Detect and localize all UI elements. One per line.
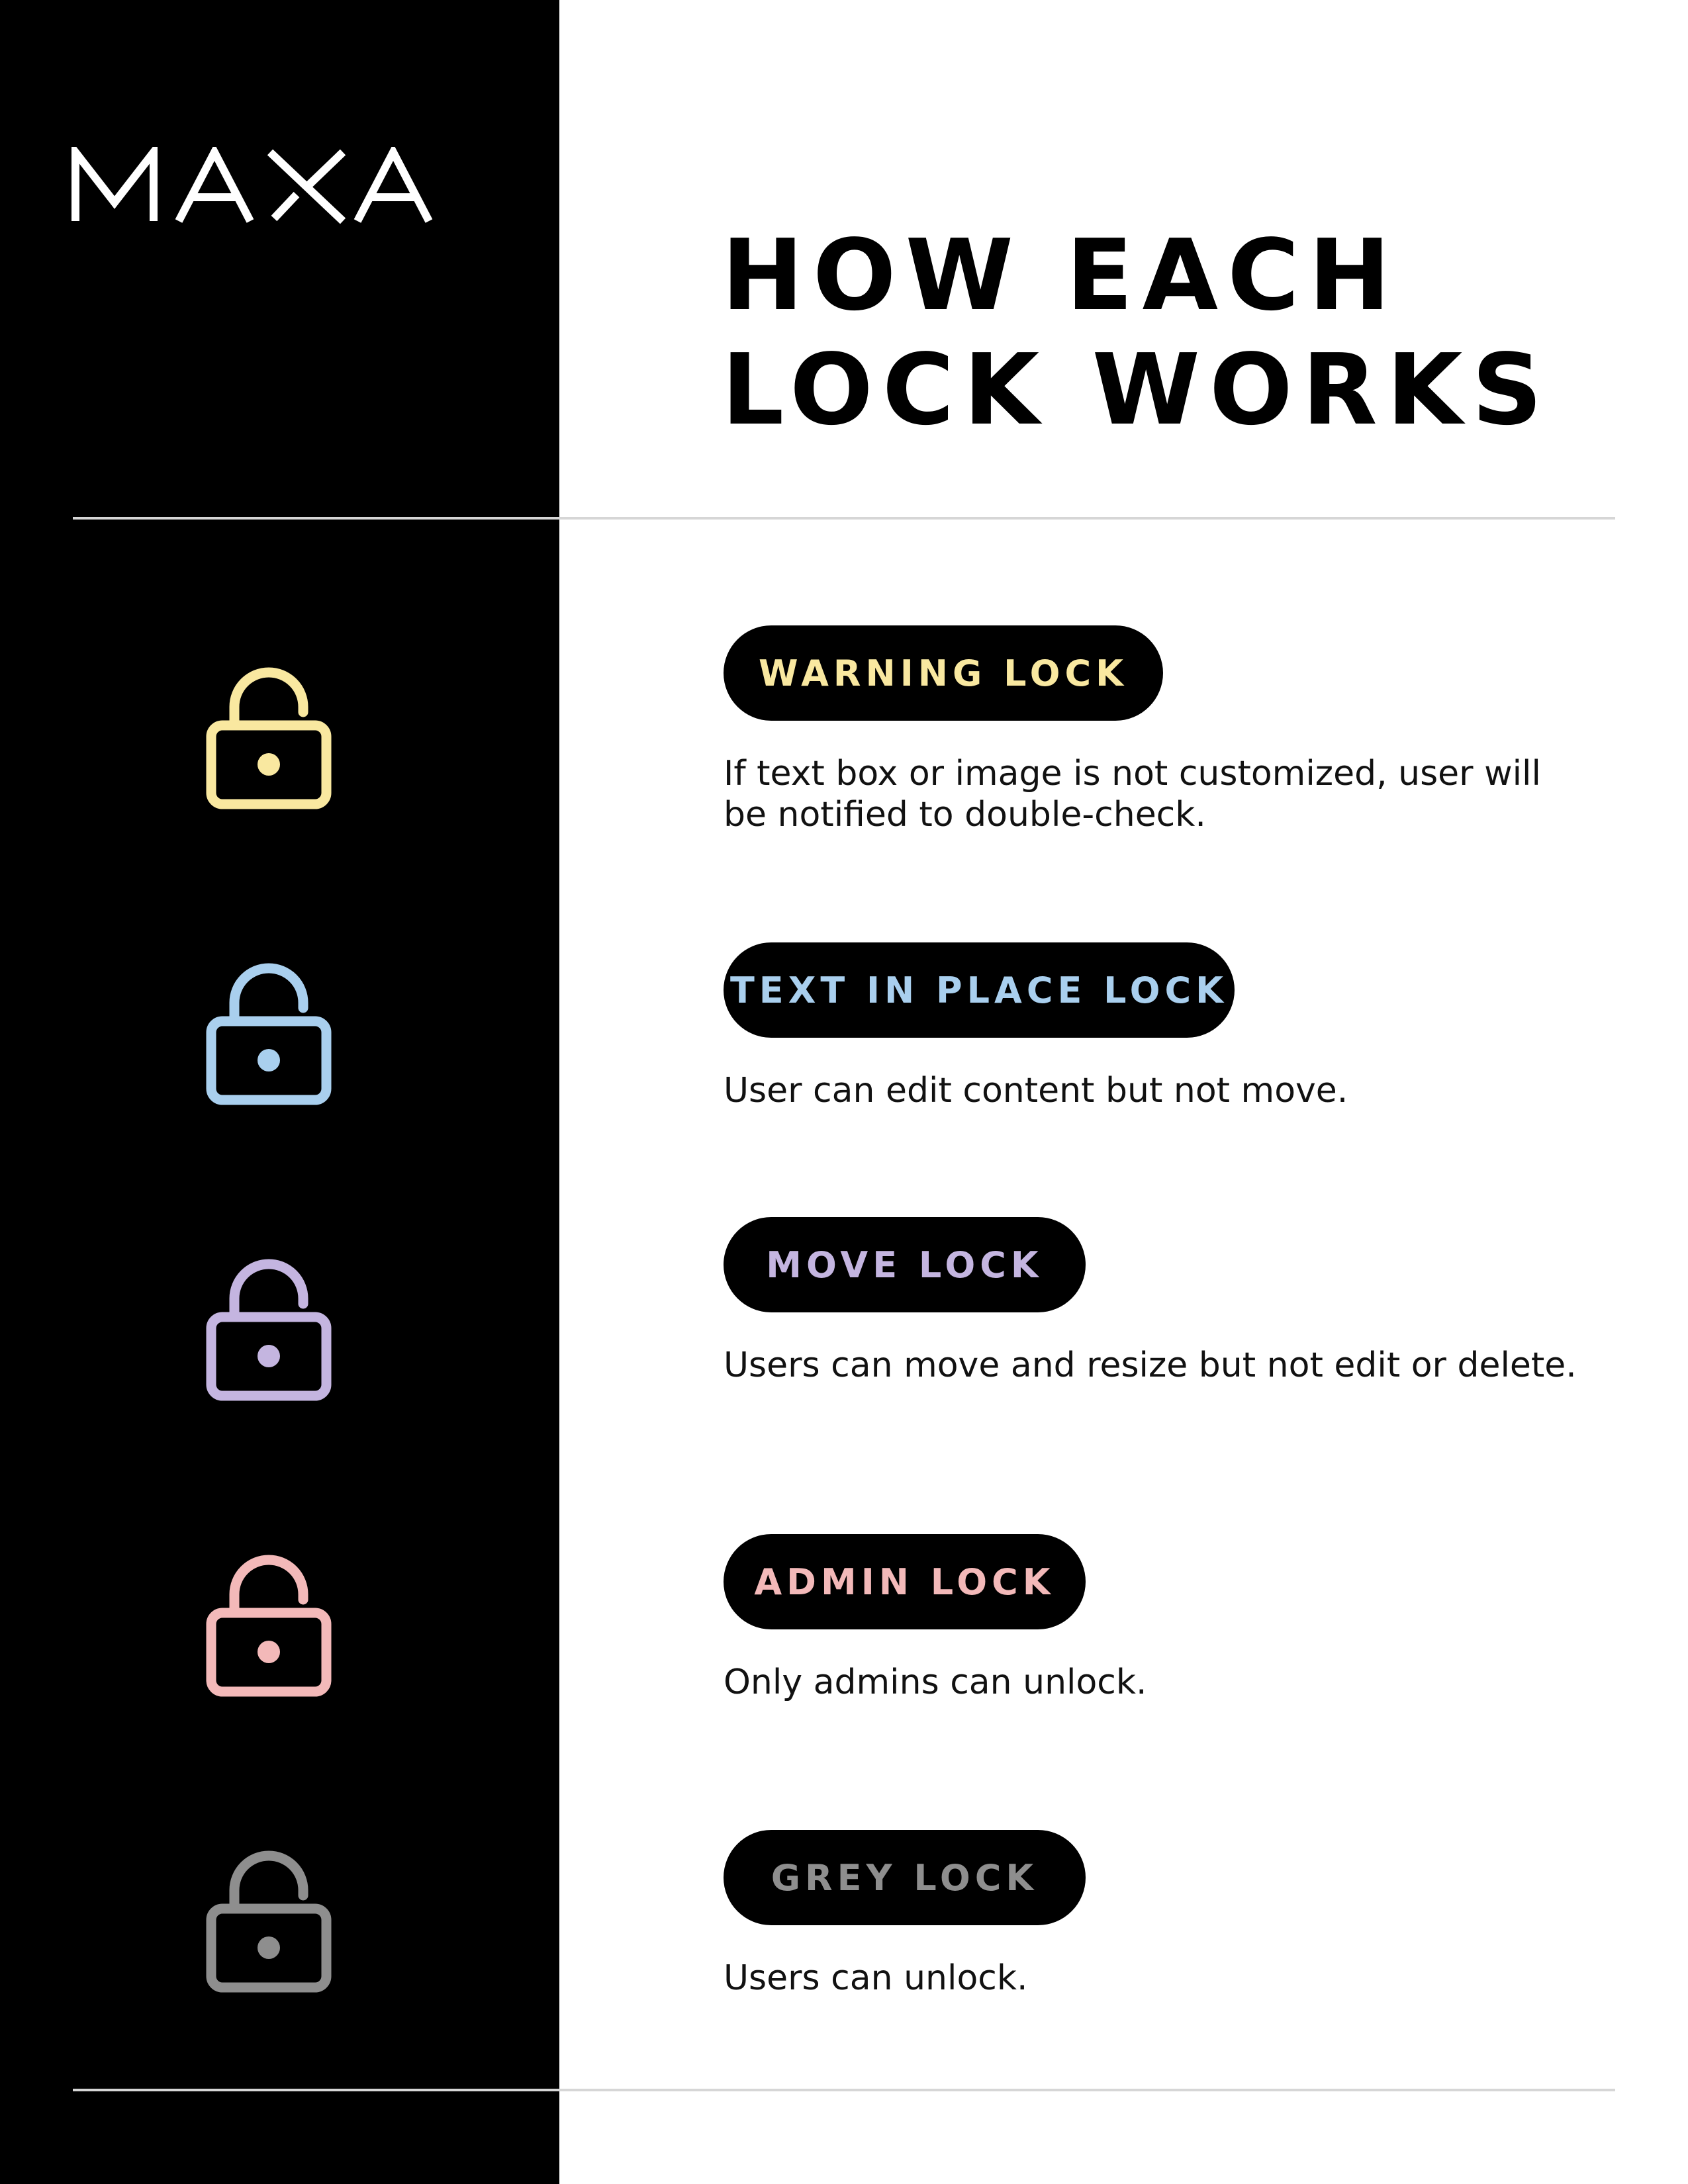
grey-lock-badge [724,1830,1086,1925]
admin-lock-badge [724,1534,1086,1629]
grey-lock-description: Users can unlock. [724,1958,1028,1998]
admin-lock-description: Only admins can unlock. [724,1662,1147,1702]
text-in-place-lock-description: User can edit content but not move. [724,1071,1348,1111]
text-in-place-lock-label: TEXT IN PLACE LOCK [729,969,1229,1011]
page-title-line-1: HOW EACH [722,218,1400,332]
unlocked-padlock-icon [203,1549,335,1699]
text-in-place-lock-badge [724,942,1235,1038]
move-lock-description: Users can move and resize but not edit or delete. [724,1345,1577,1385]
divider-bottom [73,2089,1615,2091]
unlocked-padlock-icon [203,958,335,1107]
warning-lock-badge [724,625,1163,721]
maxa-logo [71,147,465,225]
warning-lock-description: If text box or image is not customized, user will be notified to double-check. [724,754,1541,835]
move-lock-label: MOVE LOCK [766,1244,1043,1286]
warning-lock-label: WARNING LOCK [759,652,1128,694]
page-title-line-2: LOCK WORKS [722,333,1552,447]
unlocked-padlock-icon [203,662,335,811]
page-title [722,218,1552,447]
admin-lock-label: ADMIN LOCK [754,1561,1055,1603]
divider-top [73,517,1615,520]
grey-lock-label: GREY LOCK [771,1856,1039,1899]
move-lock-badge [724,1217,1086,1312]
unlocked-padlock-icon [203,1253,335,1403]
unlocked-padlock-icon [203,1845,335,1995]
